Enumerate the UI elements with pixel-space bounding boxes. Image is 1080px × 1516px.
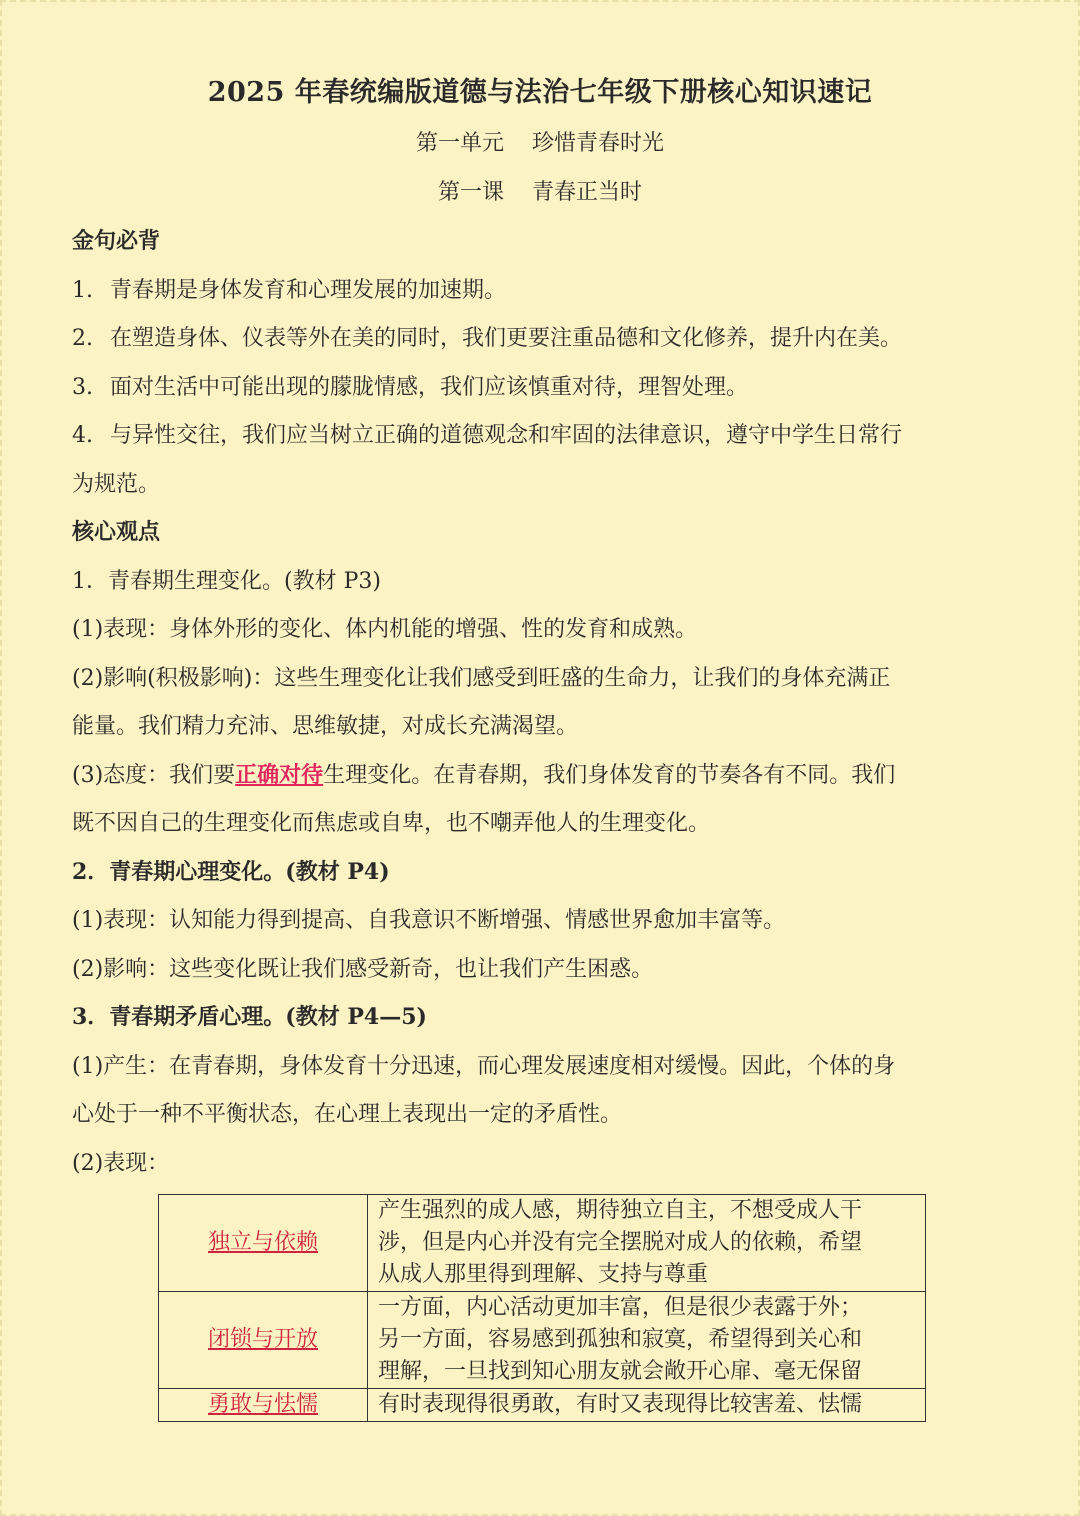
point-2-manifestation: (1)表现：认知能力得到提高、自我意识不断增强、情感世界愈加丰富等。	[72, 908, 786, 933]
item-number: 1.	[72, 278, 93, 303]
document-title: 2025 年春统编版道德与法治七年级下册核心知识速记	[207, 77, 873, 108]
table-line: 涉，但是内心并没有完全摆脱对成人的依赖，希望	[378, 1230, 863, 1255]
unit-name: 珍惜青春时光	[532, 131, 665, 156]
item-number: 4.	[72, 423, 93, 448]
table-line: 产生强烈的成人感，期待独立自主，不想受成人干	[378, 1198, 863, 1223]
unit-heading	[2, 126, 1078, 157]
table-value	[368, 1195, 926, 1292]
table-line: 另一方面，容易感到孤独和寂寞，希望得到关心和	[378, 1327, 863, 1352]
point-3-origin-continued: 心处于一种不平衡状态，在心理上表现出一定的矛盾性。	[72, 1102, 623, 1127]
table-line: 一方面，内心活动更加丰富，但是很少表露于外；	[378, 1295, 863, 1320]
item-text: 青春期是身体发育和心理发展的加速期。	[110, 278, 507, 303]
table-line: 有时表现得很勇敢，有时又表现得比较害羞、怯懦	[378, 1392, 863, 1417]
point-1-influence: (2)影响(积极影响)：这些生理变化让我们感受到旺盛的生命力，让我们的身体充满正	[72, 666, 891, 691]
golden-sentence-1	[72, 273, 1008, 304]
section-heading-core-points: 核心观点	[72, 519, 161, 545]
item-text: 面对生活中可能出现的朦胧情感，我们应该慎重对待，理智处理。	[110, 375, 749, 400]
lesson-label: 第一课	[437, 180, 504, 205]
item-number: 2.	[72, 326, 93, 351]
table-line: 理解，一旦找到知心朋友就会敞开心扉、毫无保留	[378, 1359, 863, 1384]
section-heading-golden-sentences: 金句必背	[72, 228, 161, 254]
table-key: 独立与依赖	[159, 1195, 368, 1292]
table-row	[159, 1195, 926, 1292]
highlight-keyword: 正确对待	[235, 762, 324, 788]
golden-sentence-4	[72, 418, 1008, 449]
point-3-manifestation-label: (2)表现：	[72, 1151, 170, 1176]
golden-sentence-3	[72, 370, 1008, 401]
item-text: 与异性交往，我们应当树立正确的道德观念和牢固的法律意识，遵守中学生日常行	[110, 423, 903, 448]
table-row	[159, 1389, 926, 1422]
table-key: 闭锁与开放	[159, 1292, 368, 1389]
point-1-title: 1．青春期生理变化。(教材 P3)	[72, 569, 381, 594]
table-row	[159, 1292, 926, 1389]
golden-sentence-2	[72, 321, 1008, 352]
point-2-title: 2．青春期心理变化。(教材 P4)	[72, 859, 390, 885]
point-3-origin: (1)产生：在青春期，身体发育十分迅速，而心理发展速度相对缓慢。因此，个体的身	[72, 1054, 896, 1079]
attitude-suffix: 生理变化。在青春期，我们身体发育的节奏各有不同。我们	[323, 763, 896, 788]
golden-sentence-4-continued: 为规范。	[72, 472, 161, 497]
point-1-attitude	[72, 758, 1008, 789]
point-1-manifestation: (1)表现：身体外形的变化、体内机能的增强、性的发育和成熟。	[72, 617, 698, 642]
attitude-prefix: (3)态度：我们要	[72, 763, 236, 788]
unit-label: 第一单元	[415, 131, 504, 156]
table-value	[368, 1389, 926, 1422]
table-key: 勇敢与怯懦	[159, 1389, 368, 1422]
point-2-influence: (2)影响：这些变化既让我们感受新奇，也让我们产生困惑。	[72, 957, 654, 982]
item-text: 在塑造身体、仪表等外在美的同时，我们更要注重品德和文化修养，提升内在美。	[110, 326, 903, 351]
table-value	[368, 1292, 926, 1389]
lesson-name: 青春正当时	[532, 180, 643, 205]
point-3-title: 3．青春期矛盾心理。(教材 P4—5)	[72, 1004, 427, 1030]
item-number: 3.	[72, 375, 93, 400]
lesson-heading	[2, 175, 1078, 206]
contradiction-table	[158, 1194, 926, 1422]
table-line: 从成人那里得到理解、支持与尊重	[378, 1262, 709, 1287]
point-1-attitude-continued: 既不因自己的生理变化而焦虑或自卑，也不嘲弄他人的生理变化。	[72, 811, 711, 836]
point-1-influence-continued: 能量。我们精力充沛、思维敏捷，对成长充满渴望。	[72, 714, 579, 739]
